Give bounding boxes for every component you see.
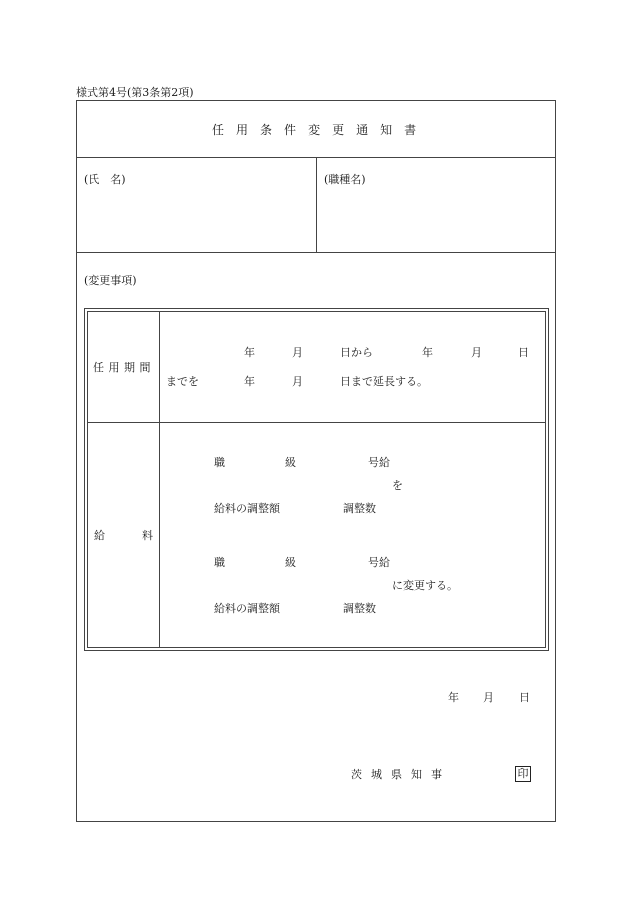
salary-new-adjust-count: 調整数	[343, 602, 376, 615]
divider	[316, 157, 317, 252]
period-day-2: 日	[518, 346, 529, 359]
title-char: 更	[332, 123, 345, 137]
salary-grade: 職	[214, 456, 225, 469]
change-table	[87, 311, 546, 648]
salary-new-step: 号給	[368, 556, 390, 569]
salary-class: 級	[285, 456, 296, 469]
form-title	[212, 124, 416, 136]
issuer-char: 茨	[351, 768, 362, 781]
issuer-char: 県	[391, 768, 402, 781]
divider	[159, 311, 160, 648]
salary-new-adjust-amount: 給料の調整額	[214, 602, 280, 615]
period-from: 日から	[340, 346, 373, 359]
date-month: 月	[483, 691, 494, 704]
salary-label-left: 給	[94, 529, 105, 542]
date-day: 日	[519, 691, 530, 704]
change-items-label: (変更事項)	[84, 274, 137, 287]
period-new-month: 月	[292, 375, 303, 388]
divider	[87, 422, 546, 423]
title-char: 通	[356, 123, 369, 137]
title-char: 書	[404, 123, 417, 137]
title-char: 変	[308, 123, 321, 137]
issuer-char: 城	[371, 768, 382, 781]
form-number: 様式第4号(第3条第2項)	[76, 86, 194, 99]
title-char: 用	[236, 123, 249, 137]
period-label: 任 用 期 間	[93, 361, 151, 374]
salary-label-right: 料	[142, 529, 153, 542]
name-label: (氏 名)	[84, 173, 126, 186]
period-until: までを	[166, 375, 199, 388]
salary-adjust-amount: 給料の調整額	[214, 502, 280, 515]
seal-stamp: 印	[515, 766, 531, 782]
period-extend: 日まで延長する。	[340, 375, 428, 388]
issuer-char: 知	[411, 768, 422, 781]
salary-particle: を	[392, 479, 403, 492]
period-year: 年	[244, 346, 255, 359]
salary-change: に変更する。	[392, 579, 458, 592]
title-char: 件	[284, 123, 297, 137]
title-char: 条	[260, 123, 273, 137]
salary-new-class: 級	[285, 556, 296, 569]
issuer	[351, 769, 442, 780]
period-year-2: 年	[422, 346, 433, 359]
salary-step: 号給	[368, 456, 390, 469]
period-new-year: 年	[244, 375, 255, 388]
title-char: 知	[380, 123, 393, 137]
title-char: 任	[212, 123, 225, 137]
salary-adjust-count: 調整数	[343, 502, 376, 515]
issuer-char: 事	[431, 768, 442, 781]
job-type-label: (職種名)	[324, 173, 366, 186]
period-month: 月	[292, 346, 303, 359]
period-month-2: 月	[471, 346, 482, 359]
salary-new-grade: 職	[214, 556, 225, 569]
divider	[76, 252, 556, 253]
date-year: 年	[448, 691, 459, 704]
